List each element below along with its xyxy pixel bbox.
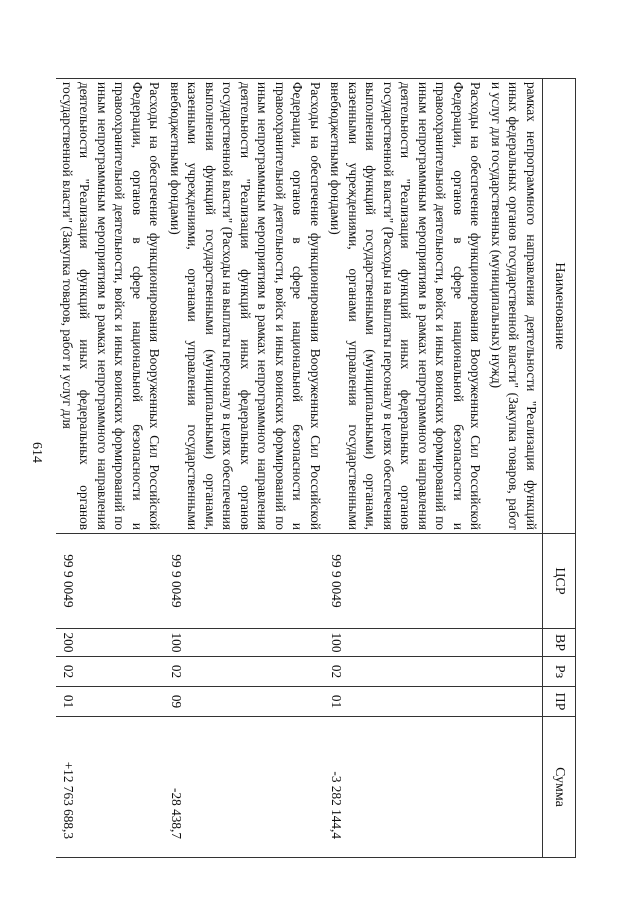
page-number: 614: [29, 442, 44, 463]
row-sum: [486, 717, 543, 858]
row-name: Расходы на обеспечение функционирования Вооруженных Сил Российской Федерации, органов в сфере национальной безопасности и правоохранительной деятельности, войск и иных воинских формирований по иным непрограммным мероприятиям в рамках непрограммного направления деятельности "Реализация функций иных федеральных органов государственной власти" (Расходы на выплаты персоналу в целях обеспечения выполнения функций государственными (муниципальными) органами, казенными учреждениями, органами управления государственными внебюджетными фондами): [165, 79, 326, 534]
row-name: Расходы на обеспечение функционирования Вооруженных Сил Российской Федерации, органов в сфере национальной безопасности и правоохранительной деятельности, войск и иных воинских формирований по иным непрограммным мероприятиям в рамках непрограммного направления деятельности "Реализация функций иных федеральных органов государственной власти" (Расходы на выплаты персоналу в целях обеспечения выполнения функций государственными (муниципальными) органами, казенными учреждениями, органами управления государственными внебюджетными фондами): [325, 79, 486, 534]
row-rz: 02: [325, 657, 486, 687]
row-csr: 99 9 0049: [325, 534, 486, 629]
header-csr: ЦСР: [543, 534, 576, 629]
header-name: Наименование: [543, 79, 576, 534]
row-pr: 09: [165, 687, 326, 717]
row-sum: +12 763 688,3: [57, 717, 165, 858]
row-csr: 99 9 0049: [57, 534, 165, 629]
row-vr: 200: [57, 629, 165, 657]
table-row: [165, 79, 326, 858]
header-rz: Рз: [543, 657, 576, 687]
row-csr: 99 9 0049: [165, 534, 326, 629]
header-pr: ПР: [543, 687, 576, 717]
row-name: Расходы на обеспечение функционирования Вооруженных Сил Российской Федерации, органов в сфере национальной безопасности и правоохранительной деятельности, войск и иных воинских формирований по иным непрограммным мероприятиям в рамках непрограммного направления деятельности "Реализация функций иных федеральных органов государственной власти" (Закупка товаров, работ и услуг для: [57, 79, 165, 534]
row-pr: 01: [57, 687, 165, 717]
row-pr: [486, 687, 543, 717]
header-vr: ВР: [543, 629, 576, 657]
row-vr: 100: [165, 629, 326, 657]
header-sum: Сумма: [543, 717, 576, 858]
row-rz: [486, 657, 543, 687]
row-pr: 01: [325, 687, 486, 717]
row-rz: 02: [57, 657, 165, 687]
row-sum: -3 282 144,4: [325, 717, 486, 858]
table-row: [486, 79, 543, 858]
row-vr: [486, 629, 543, 657]
table-row: [57, 79, 165, 858]
row-vr: 100: [325, 629, 486, 657]
row-sum: -28 438,7: [165, 717, 326, 858]
row-csr: [486, 534, 543, 629]
table-header-row: [543, 79, 576, 858]
table-row: [325, 79, 486, 858]
row-name: рамках непрограммного направления деятельности "Реализация функций иных федеральных органов государственной власти" (Закупка товаров, работ и услуг для государственных (муниципальных) нужд): [486, 79, 543, 534]
budget-table: [57, 78, 577, 858]
row-rz: 02: [165, 657, 326, 687]
